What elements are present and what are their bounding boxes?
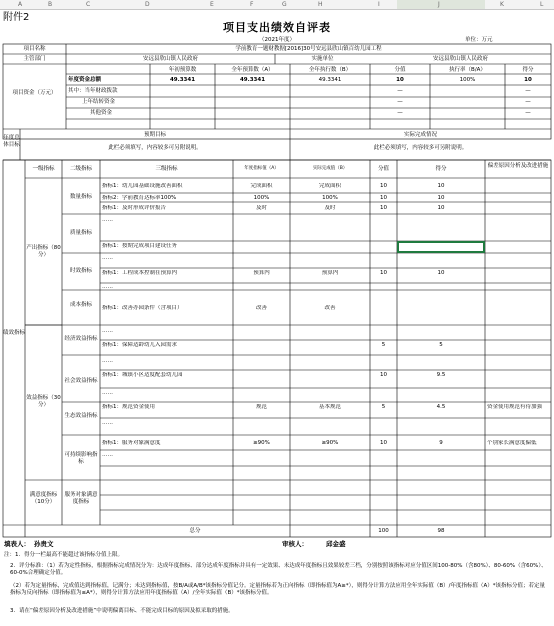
- attachment-label: 附件2: [3, 12, 30, 23]
- perf-row-target-value: 100%: [253, 195, 270, 201]
- level2-social: 社会效益指标: [64, 378, 98, 384]
- funds-row-fiscal-label: 其中：当年财政拨款: [68, 88, 118, 94]
- perf-row-got-value: 5: [439, 342, 443, 348]
- reviewer-name: 邱金盛: [326, 540, 346, 548]
- unit-label: 单位：万元: [465, 37, 493, 43]
- funds-group-label: 项目资金（万元）: [12, 90, 57, 96]
- col-f[interactable]: F: [250, 1, 254, 8]
- goals-expected-header: 预期目标: [143, 132, 166, 138]
- impl-value: 安远县欣山镇人民政府: [432, 56, 488, 62]
- perf-header-target: 年度指标值（A）: [244, 166, 279, 171]
- perf-row-target-value: 完成面积: [250, 183, 273, 189]
- perf-row-level3-text: 指标1：按期完成项目建设任务: [102, 243, 178, 249]
- perf-row-level3-text: 指标1：服务对象满意度: [102, 440, 161, 446]
- perf-row-score-value: 5: [381, 342, 386, 348]
- goals-actual-header: 实际完成情况: [403, 132, 437, 138]
- goals-actual-text: 此栏必须填写，内容较多可另附说明。: [373, 145, 468, 151]
- goals-expected-text: 此栏必须填写，内容较多可另附说明。: [108, 145, 202, 151]
- perf-row-score-value: 10: [380, 205, 387, 211]
- perf-row-actual-value: 及时: [324, 205, 336, 211]
- funds-row-carry-label: 上年结转资金: [82, 99, 116, 105]
- perf-row-got-value: 10: [437, 270, 445, 276]
- perf-row-got-value: 10: [437, 183, 445, 189]
- selected-cell[interactable]: [397, 241, 485, 253]
- totals-score: 100: [378, 528, 389, 534]
- totals-got: 98: [437, 528, 445, 534]
- perf-row-level3-text: ……: [102, 328, 113, 334]
- funds-total-annual: 49.3341: [239, 77, 266, 83]
- filler-name: 孙贵文: [34, 540, 54, 548]
- perf-header-reason: 偏差原因分析及改进措施: [487, 163, 549, 169]
- totals-label: 总分: [189, 528, 201, 534]
- goals-label: 年度总体目标: [3, 135, 20, 148]
- project-name-label: 项目名称: [23, 46, 46, 52]
- perf-header-actual: 实际完成值（B）: [312, 166, 348, 171]
- funds-row-other-got: —: [525, 110, 531, 116]
- perf-row-target-value: 改善: [255, 305, 267, 311]
- perf-row-target-value: ≥90%: [253, 440, 270, 446]
- perf-row-level3-text: ……: [102, 217, 113, 223]
- project-name-value: 学前教育一题财教据[2016]30号安远县欣山镇百幼儿园工程: [235, 46, 382, 52]
- funds-header-initial: 年初预算数: [168, 67, 197, 73]
- col-d[interactable]: D: [145, 1, 150, 8]
- funds-row-other-score: —: [397, 110, 403, 116]
- reviewer-label: 审核人：: [282, 540, 308, 548]
- perf-row-got-value: 4.5: [436, 404, 446, 410]
- perf-row-level3-text: ……: [102, 452, 113, 458]
- perf-header-got: 得分: [435, 166, 447, 172]
- funds-header-score: 分值: [394, 67, 406, 73]
- note-4: 3．请在“偏差原因分析及改进措施”中说明偏离目标、不能完成目标的原因及拟采取的措施。: [10, 608, 234, 614]
- funds-header-got: 得分: [522, 67, 534, 73]
- level2-sustainable: 可持续影响指标: [64, 452, 98, 465]
- perf-row-level3-text: ……: [102, 358, 113, 364]
- perf-header-level3: 三级指标: [155, 166, 178, 172]
- perf-row-actual-value: 改善: [324, 305, 336, 311]
- level1-benefit: 效益指标（30分）: [26, 395, 61, 408]
- level1-satisfaction: 满意度指标（10分）: [29, 492, 58, 505]
- funds-total-rate: 100%: [459, 77, 476, 83]
- col-b[interactable]: B: [48, 1, 53, 8]
- perf-row-level3-text: 指标2：学前教育达标率100%: [102, 195, 177, 201]
- perf-row-got-value: 9: [439, 440, 443, 446]
- funds-total-executed: 49.3341: [318, 77, 342, 83]
- perf-row-got-value: 10: [437, 195, 445, 201]
- perf-row-score-value: 5: [381, 404, 386, 410]
- perf-row-reason-text: 资金使用规范有待加强: [487, 404, 543, 410]
- perf-row-level3-text: ……: [102, 255, 113, 261]
- perf-header-score: 分值: [377, 166, 389, 172]
- year-label: （2021年度）: [259, 37, 295, 43]
- perf-row-score-value: 10: [380, 195, 387, 201]
- perf-side-label: 绩效指标: [3, 330, 26, 336]
- col-a[interactable]: A: [18, 1, 23, 8]
- col-h[interactable]: H: [318, 1, 323, 8]
- impl-label: 实施单位: [311, 56, 334, 62]
- funds-total-score: 10: [396, 77, 404, 83]
- perf-row-actual-value: ≥90%: [321, 440, 339, 446]
- funds-total-got: 10: [524, 77, 532, 83]
- perf-row-score-value: 10: [380, 270, 387, 276]
- note-1: 注：1．得分一栏最高不能超过该指标分值上限。: [4, 552, 124, 558]
- level2-service: 服务对象满意度指标: [64, 492, 98, 505]
- level2-cost: 成本指标: [69, 302, 92, 308]
- funds-header-annual: 全年预算数（A）: [231, 67, 274, 73]
- level2-quantity: 数量指标: [69, 194, 92, 200]
- funds-row-carry-score: —: [397, 99, 403, 105]
- funds-row-other-label: 其他资金: [90, 110, 113, 116]
- perf-row-level3-text: ……: [102, 420, 113, 426]
- level2-ecological: 生态效益指标: [64, 413, 98, 419]
- funds-header-rate: 执行率（B/A）: [449, 67, 486, 73]
- funds-row-fiscal-score: —: [397, 88, 403, 94]
- perf-row-level3-text: 指标1：保障适龄幼儿入园需求: [102, 342, 178, 348]
- perf-row-level3-text: 指标1：城镇小区适度配套幼儿园: [102, 372, 183, 378]
- col-k[interactable]: K: [500, 1, 504, 8]
- perf-row-target-value: 规范: [255, 404, 267, 410]
- perf-row-level3-text: 指标1：及时形成评价报告: [102, 205, 167, 211]
- perf-row-target-value: 及时: [255, 205, 267, 211]
- perf-row-level3-text: 指标1：规范资金使用: [102, 404, 155, 410]
- perf-row-level3-text: 指标1：工程成本控制在预算内: [102, 270, 178, 276]
- page-title: 项目支出绩效自评表: [223, 21, 331, 34]
- perf-row-reason-text: 个别家长满意度偏低: [487, 440, 537, 446]
- level2-time: 时效指标: [69, 268, 92, 274]
- perf-row-score-value: 10: [380, 183, 387, 189]
- perf-header-level1: 一级指标: [32, 166, 55, 172]
- col-j[interactable]: J: [438, 1, 440, 8]
- col-c[interactable]: C: [86, 1, 91, 8]
- level2-quality: 质量指标: [69, 230, 92, 236]
- funds-row-carry-got: —: [525, 99, 531, 105]
- perf-row-actual-value: 预算内: [321, 270, 339, 276]
- perf-row-score-value: 10: [380, 372, 387, 378]
- funds-row-fiscal-got: —: [525, 88, 531, 94]
- perf-row-actual-value: 基本规范: [318, 404, 341, 410]
- col-l[interactable]: L: [540, 1, 544, 8]
- col-e[interactable]: E: [210, 1, 214, 8]
- perf-row-actual-value: 100%: [322, 195, 338, 201]
- funds-total-label: 年度资金总额: [68, 77, 102, 83]
- perf-row-got-value: 10: [437, 205, 445, 211]
- perf-row-level3-text: ……: [102, 390, 113, 396]
- funds-header-executed: 全年执行数（B）: [308, 67, 352, 73]
- level2-economic: 经济效益指标: [64, 336, 98, 342]
- perf-row-level3-text: 指标1：幼儿园基础设施改善面积: [102, 183, 183, 189]
- perf-row-target-value: 预算内: [253, 270, 270, 276]
- perf-row-level3-text: ……: [102, 284, 113, 290]
- level1-output: 产出指标（80分）: [26, 245, 61, 258]
- perf-header-level2: 二级指标: [69, 166, 92, 172]
- perf-row-actual-value: 完成面积: [318, 183, 341, 189]
- perf-row-got-value: 9.5: [436, 372, 446, 378]
- col-i[interactable]: I: [378, 1, 380, 8]
- filler-label: 填表人：: [4, 540, 30, 548]
- note-2: 2．评分标准：（1）若为定性指标，根据指标完成情况分为：达成年度指标、部分达成年度指标并具有一定效果、未达成年度指标且效果较差三档，分别按照该指标对应分值区间100-80%（含80%）、80-60%（含60%）、60-0%合理确定分值。: [10, 563, 547, 576]
- perf-row-score-value: 10: [380, 440, 387, 446]
- note-3: （2）若为定量指标，完成值达到指标值，记满分；未达到指标值，按B/A或A/B*该指标分值记分。定量指标若为正向指标（即指标值为A≥*），则得分计算方法应用全年实际值（B）/年度指标值（A）*该指标分值；若定量指标为反向指标（即指标值为≤A*），则得分计算方法应用年度指标值（A）/全年实际值（B）*该指标分值。: [10, 583, 546, 596]
- funds-total-initial: 49.3341: [169, 77, 196, 83]
- col-g[interactable]: G: [282, 1, 287, 8]
- perf-row-level3-text: 指标1：改善办园条件（含项目）: [102, 305, 183, 311]
- dept-label: 主管部门: [23, 56, 46, 62]
- dept-value: 安远县欣山镇人民政府: [142, 56, 198, 62]
